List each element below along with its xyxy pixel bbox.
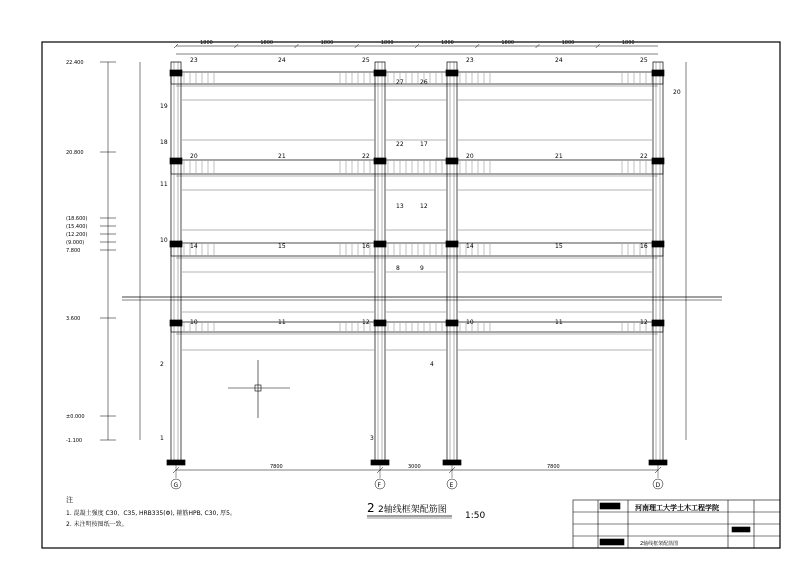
top-dim-6: 1800 [561, 40, 575, 46]
top-dim-4: 1800 [441, 40, 454, 46]
middle-beam-number: 26 [420, 79, 428, 86]
crosshair-icon [228, 360, 290, 418]
middle-beam-number: 13 [396, 203, 404, 210]
elevation-1: 20.800 [66, 150, 84, 156]
middle-beam-number: 17 [420, 141, 428, 148]
column-mark: 1 [160, 435, 164, 442]
drawing-title: 2轴线框架配筋图 [378, 505, 447, 515]
title-block-organization: 河南理工大学土木工程学院 [635, 504, 719, 512]
axis-label-0: G [173, 482, 179, 489]
joint-2-0 [446, 70, 458, 76]
joint-2-3 [446, 320, 458, 326]
top-dim-2: 1800 [320, 40, 334, 46]
right-beam-number: 14 [466, 243, 474, 250]
middle-beam-number: 12 [420, 203, 428, 210]
top-dim-5: 1800 [501, 40, 515, 46]
column-mark: 19 [160, 103, 168, 110]
middle-beam-number: 27 [396, 79, 404, 86]
elevation-4: (12.200) [66, 232, 88, 238]
elevation-6: 7.800 [66, 248, 81, 254]
joint-3-1 [652, 158, 664, 164]
joint-1-3 [374, 320, 386, 326]
top-dim-3: 1800 [380, 40, 394, 46]
joint-0-0 [170, 70, 182, 76]
left-beam-number: 20 [190, 153, 198, 160]
column-mark: 20 [673, 89, 681, 96]
footing-0 [167, 460, 185, 465]
beam-band-2 [171, 160, 663, 174]
column-0 [171, 62, 181, 462]
right-beam-number: 10 [466, 319, 474, 326]
elevation-0: 22.400 [66, 60, 84, 66]
top-dim-0: 1800 [200, 40, 213, 46]
axis-label-1: F [377, 482, 381, 489]
left-beam-number: 22 [362, 153, 370, 160]
axis-label-3: D [655, 482, 661, 489]
bottom-dim-2: 7800 [547, 464, 560, 470]
joint-1-1 [374, 158, 386, 164]
drawing-scale: 1:50 [465, 511, 486, 521]
dimension-lines [100, 44, 686, 489]
elevation-3: (15.400) [66, 224, 88, 230]
bottom-dim-1: 3000 [408, 464, 421, 470]
elevation-8: ±0.000 [66, 414, 85, 420]
left-beam-number: 11 [278, 319, 286, 326]
right-beam-number: 23 [466, 57, 474, 64]
right-beam-number: 12 [640, 319, 648, 326]
sheet-border [42, 42, 780, 548]
column-3 [653, 62, 663, 462]
bottom-dim-0: 7800 [270, 464, 283, 470]
left-beam-number: 24 [278, 57, 286, 64]
top-dim-1: 1800 [260, 40, 274, 46]
beam-band-0 [171, 72, 663, 84]
joint-0-3 [170, 320, 182, 326]
left-beam-number: 12 [362, 319, 370, 326]
footing-3 [649, 460, 667, 465]
right-beam-number: 20 [466, 153, 474, 160]
drawing-title-number: 2 [367, 501, 375, 515]
notes-heading: 注 [66, 496, 73, 504]
column-mark: 10 [160, 237, 168, 244]
elevation-5: (9.000) [66, 240, 85, 246]
right-beam-number: 16 [640, 243, 648, 250]
middle-beam-number: 22 [396, 141, 404, 148]
column-mark: 2 [160, 361, 164, 368]
note-1: 1. 混凝土强度 C30、C35, HRB335(Φ), 箍筋HPB, C30, 厚5。 [66, 510, 236, 517]
joint-0-2 [170, 241, 182, 247]
right-beam-number: 21 [555, 153, 563, 160]
joint-3-2 [652, 241, 664, 247]
title-block-drawing-name: 2轴线框架配筋图 [640, 541, 679, 547]
elevation-2: (18.600) [66, 216, 88, 222]
column-2 [447, 62, 457, 462]
right-beam-number: 15 [555, 243, 563, 250]
left-beam-number: 21 [278, 153, 286, 160]
middle-beam-number: 8 [396, 265, 400, 272]
joint-3-0 [652, 70, 664, 76]
joint-1-0 [374, 70, 386, 76]
joint-2-2 [446, 241, 458, 247]
column-mark: 4 [430, 361, 434, 368]
frame-labels [66, 40, 681, 489]
joint-3-3 [652, 320, 664, 326]
frame-drawing [167, 62, 667, 465]
column-mark: 3 [370, 435, 374, 442]
note-2: 2. 未注明按图纸一致。 [66, 521, 128, 528]
column-mark: 11 [160, 181, 168, 188]
left-beam-number: 10 [190, 319, 198, 326]
left-beam-number: 15 [278, 243, 286, 250]
elevation-9: -1.100 [66, 438, 83, 444]
beam-band-4 [171, 243, 663, 256]
column-1 [375, 62, 385, 462]
beam-band-6 [171, 322, 663, 332]
right-beam-number: 25 [640, 57, 648, 64]
middle-beam-number: 9 [420, 265, 424, 272]
joint-2-1 [446, 158, 458, 164]
column-mark: 18 [160, 139, 168, 146]
footing-1 [371, 460, 389, 465]
drawing-title-group [367, 501, 485, 521]
right-beam-number: 24 [555, 57, 563, 64]
top-dim-7: 1800 [621, 40, 635, 46]
left-beam-number: 16 [362, 243, 370, 250]
footing-2 [443, 460, 461, 465]
joint-1-2 [374, 241, 386, 247]
left-beam-number: 25 [362, 57, 370, 64]
elevation-7: 3.600 [66, 316, 81, 322]
right-beam-number: 22 [640, 153, 648, 160]
right-beam-number: 11 [555, 319, 563, 326]
left-beam-number: 14 [190, 243, 198, 250]
joint-0-1 [170, 158, 182, 164]
notes [66, 495, 236, 528]
axis-label-2: E [449, 482, 454, 489]
left-beam-number: 23 [190, 57, 198, 64]
